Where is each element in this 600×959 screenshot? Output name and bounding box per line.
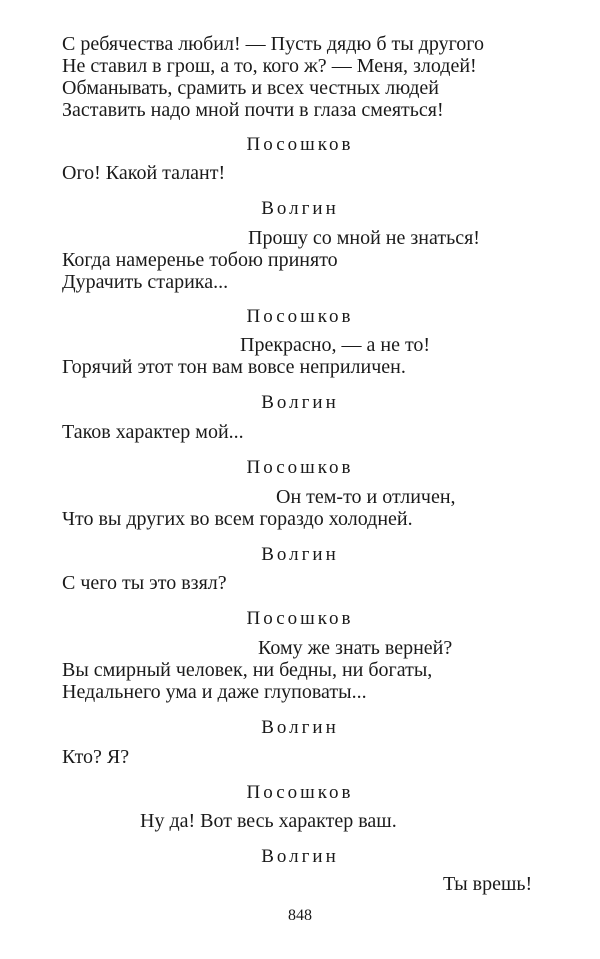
verse-line: Недальнего ума и даже глуповаты... <box>62 681 367 703</box>
verse-line: Он тем-то и отличен, <box>276 486 456 508</box>
verse-line: Таков характер мой... <box>62 421 244 443</box>
verse-line: С ребячества любил! — Пусть дядю б ты другого <box>62 33 484 55</box>
verse-line: Кому же знать верней? <box>258 637 453 659</box>
verse-line: Когда намеренье тобою принято <box>62 249 338 271</box>
speaker-name: Волгин <box>261 198 339 219</box>
verse-line: Заставить надо мной почти в глаза смеяться! <box>62 99 444 121</box>
verse-line: Обманывать, срамить и всех честных людей <box>62 77 439 99</box>
verse-line: Ну да! Вот весь характер ваш. <box>140 810 397 832</box>
speaker-name: Волгин <box>261 392 339 413</box>
speaker-name: Посошков <box>246 782 354 803</box>
speaker-name: Волгин <box>261 846 339 867</box>
speaker-name: Волгин <box>261 717 339 738</box>
verse-line: С чего ты это взял? <box>62 572 227 594</box>
verse-line: Вы смирный человек, ни бедны, ни богаты, <box>62 659 433 681</box>
speaker-name: Посошков <box>246 608 354 629</box>
speaker-name: Посошков <box>246 306 354 327</box>
verse-line: Кто? Я? <box>62 746 130 768</box>
speaker-name: Посошков <box>246 457 354 478</box>
speaker-name: Волгин <box>261 544 339 565</box>
page-number: 848 <box>288 907 312 924</box>
verse-line: Прекрасно, — а не то! <box>240 334 431 356</box>
verse-line: Что вы других во всем гораздо холодней. <box>62 508 413 530</box>
verse-line: Прошу со мной не знаться! <box>248 227 480 249</box>
verse-line: Не ставил в грош, а то, кого ж? — Меня, злодей! <box>62 55 477 77</box>
verse-line: Ты врешь! <box>443 873 533 895</box>
verse-line: Ого! Какой талант! <box>62 162 226 184</box>
speaker-name: Посошков <box>246 134 354 155</box>
verse-line: Дурачить старика... <box>62 271 229 293</box>
verse-line: Горячий этот тон вам вовсе неприличен. <box>62 356 406 378</box>
